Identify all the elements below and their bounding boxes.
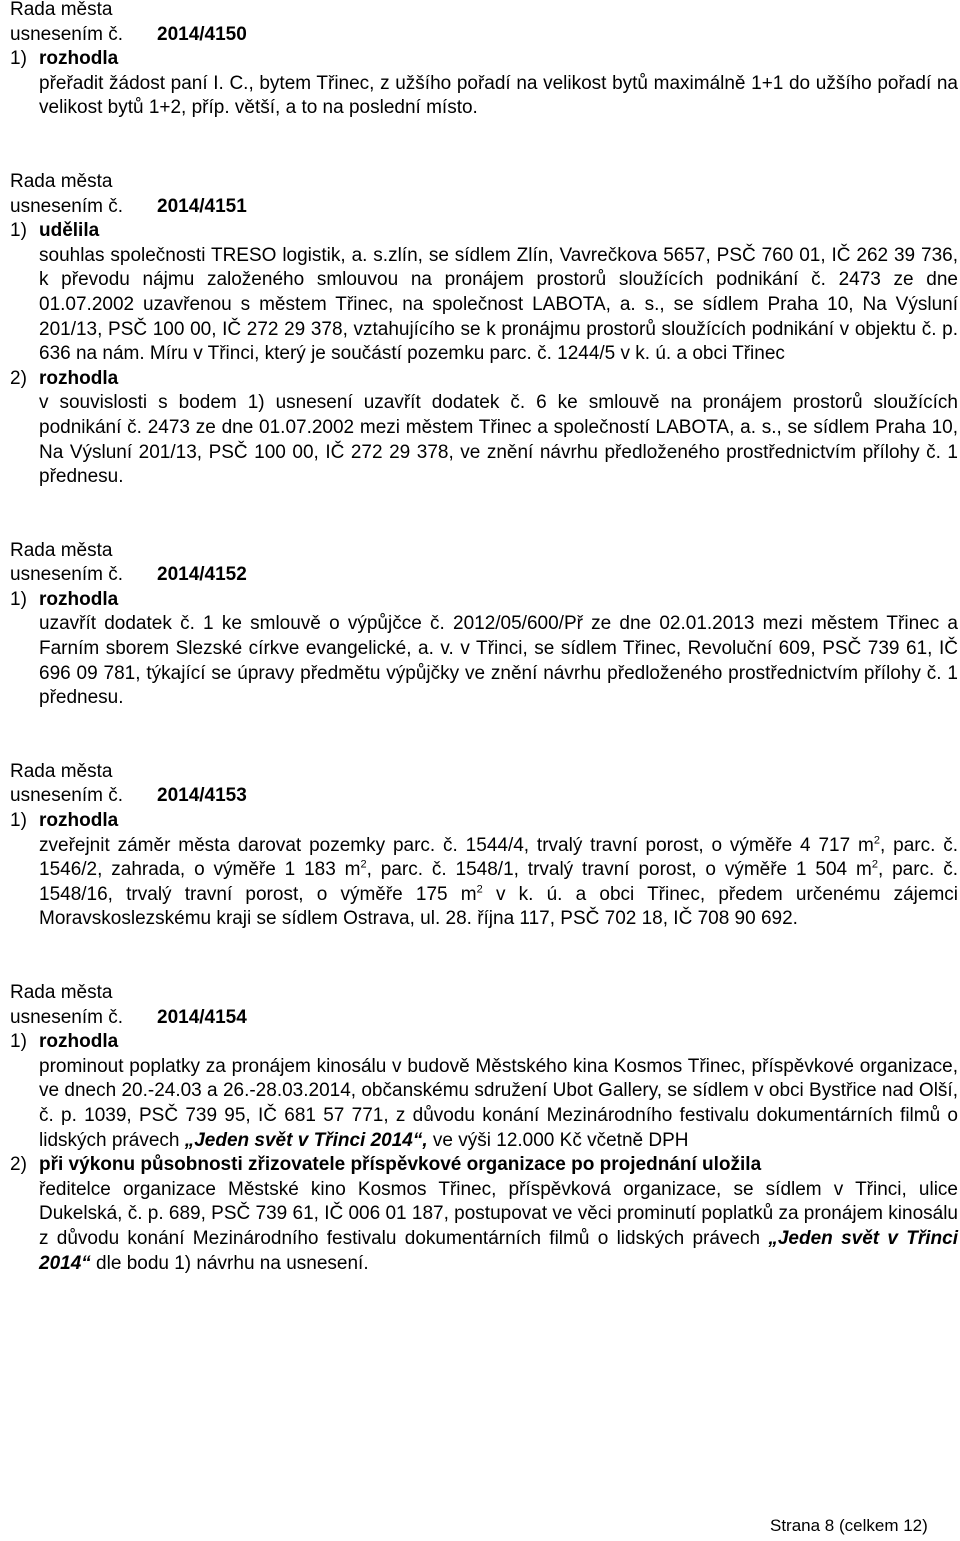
resolution-number: 2014/4152 bbox=[157, 564, 247, 586]
resolution-block bbox=[10, 539, 958, 711]
resolution-label: usnesením č. bbox=[10, 564, 123, 586]
decision-heading bbox=[10, 219, 958, 244]
decision-text: souhlas společnosti TRESO logistik, a. s.zlín, se sídlem Zlín, Vavrečkova 5657, PSČ 760 01, IČ 262 39 736, k převodu nájmu založeného smlouvou na pronájem prostorů sloužících podnikání č. 2473 ze dne 01.07.2002 uzavřenou s městem Třinec, na společnost LABOTA, a. s., se sídlem Praha 10, Na Výsluní 201/13, PSČ 100 00, IČ 272 29 378, vztahujícího se k pronájmu prostorů sloužících podnikání v objektu č. p. 636 na nám. Míru v Třinci, který je součástí pozemku parc. č. 1244/5 v k. ú. a obci Třinec bbox=[39, 244, 958, 365]
resolution-number: 2014/4153 bbox=[157, 785, 247, 807]
resolution-number-line bbox=[10, 195, 958, 220]
document-page bbox=[10, 0, 958, 1276]
resolution-number-line bbox=[10, 23, 958, 48]
decision-heading bbox=[10, 1153, 958, 1178]
resolution-label: usnesením č. bbox=[10, 195, 123, 217]
decision-text: prominout poplatky za pronájem kinosálu v budově Městského kina Kosmos Třinec, příspěvkové organizace, ve dnech 20.-24.03 a 26.-28.03.2014, občanskému sdružení Ubot Gallery, se sídlem v obci Bystřice nad Olší, č. p. 1039, PSČ 739 95, IČ 681 57 771, z důvodu konání Mezinárodního festivalu dokumentárních filmů o lidských právech „Jeden svět v Třinci 2014“, ve výši 12.000 Kč včetně DPH bbox=[39, 1055, 958, 1151]
council-heading: Rada města bbox=[10, 760, 113, 782]
decision-verb: rozhodla bbox=[39, 588, 119, 610]
resolution-number-line bbox=[10, 1006, 958, 1031]
decision-number: 1) bbox=[10, 220, 27, 242]
decision-number: 2) bbox=[10, 1154, 27, 1176]
decision-heading bbox=[10, 367, 958, 392]
resolution-number: 2014/4154 bbox=[157, 1006, 247, 1028]
resolution-block bbox=[10, 0, 958, 121]
decision-text: ředitelce organizace Městské kino Kosmos Třinec, příspěvková organizace, se sídlem v Třinci, ulice Dukelská, č. p. 689, PSČ 739 61, IČ 006 01 187, postupovat ve věci prominutí poplatků za pronájem kinosálu z důvodu konání Mezinárodního festivalu dokumentárních filmů o lidských právech „Jeden svět v Třinci 2014“ dle bodu 1) návrhu na usnesení. bbox=[39, 1178, 958, 1274]
decision-verb: rozhodla bbox=[39, 367, 119, 389]
decision-text: uzavřít dodatek č. 1 ke smlouvě o výpůjčce č. 2012/05/600/Př ze dne 02.01.2013 mezi městem Třinec a Farním sborem Slezské církve evangelické, a. v. v Třinci, se sídlem Třinec, Revoluční 609, PSČ 739 61, IČ 696 09 781, týkající se úpravy předmětu výpůjčky ve znění návrhu předloženého prostřednictvím přílohy č. 1 přednesu. bbox=[39, 613, 958, 709]
decision-number: 2) bbox=[10, 367, 27, 389]
resolution-number-line bbox=[10, 784, 958, 809]
decision-number: 1) bbox=[10, 810, 27, 832]
decision-heading bbox=[10, 47, 958, 72]
decision-heading bbox=[10, 588, 958, 613]
decision-heading bbox=[10, 809, 958, 834]
resolution-block bbox=[10, 170, 958, 490]
decision-heading bbox=[10, 1030, 958, 1055]
decision-number: 1) bbox=[10, 1031, 27, 1053]
resolution-number-line bbox=[10, 563, 958, 588]
page-footer: Strana 8 (celkem 12) bbox=[770, 1516, 928, 1535]
decision-verb: při výkonu působnosti zřizovatele příspěvkové organizace po projednání uložila bbox=[39, 1154, 762, 1176]
decision-verb: udělila bbox=[39, 220, 100, 242]
resolution-number: 2014/4150 bbox=[157, 23, 247, 45]
resolution-label: usnesením č. bbox=[10, 785, 123, 807]
resolution-block bbox=[10, 760, 958, 932]
decision-number: 1) bbox=[10, 588, 27, 610]
resolution-label: usnesením č. bbox=[10, 23, 123, 45]
council-heading: Rada města bbox=[10, 0, 113, 20]
resolution-number: 2014/4151 bbox=[157, 195, 247, 217]
resolution-label: usnesením č. bbox=[10, 1006, 123, 1028]
decision-text: přeřadit žádost paní I. C., bytem Třinec, z užšího pořadí na velikost bytů maximálně 1+1 do užšího pořadí na velikost bytů 1+2, příp. větší, a to na poslední místo. bbox=[39, 72, 958, 119]
decision-verb: rozhodla bbox=[39, 1031, 119, 1053]
decision-verb: rozhodla bbox=[39, 48, 119, 70]
council-heading: Rada města bbox=[10, 170, 113, 192]
resolution-block bbox=[10, 981, 958, 1276]
decision-text: zveřejnit záměr města darovat pozemky parc. č. 1544/4, trvalý travní porost, o výměře 4 717 $m^2$, parc. č. 1546/2, zahrada, o výměře 1 183 $m^2$, parc. č. 1548/1, trvalý travní porost, o výměře 1 504 $m^2$, parc. č. 1548/16, trvalý travní porost, o výměře 175 $m^2$ v k. ú. a obci Třinec, předem určenému zájemci Moravskoslezskému kraji se sídlem Ostrava, ul. 28. října 117, PSČ 702 18, IČ 708 90 692. bbox=[39, 834, 959, 930]
decision-number: 1) bbox=[10, 48, 27, 70]
decision-verb: rozhodla bbox=[39, 810, 119, 832]
council-heading: Rada města bbox=[10, 982, 113, 1003]
decision-text: v souvislosti s bodem 1) usnesení uzavřít dodatek č. 6 ke smlouvě na pronájem prostorů sloužících podnikání č. 2473 ze dne 01.07.2002 mezi městem Třinec a společností LABOTA, a. s., se sídlem Praha 10, Na Výsluní 201/13, PSČ 100 00, IČ 272 29 378, ve znění návrhu předloženého prostřednictvím přílohy č. 1 přednesu. bbox=[39, 392, 958, 488]
council-heading: Rada města bbox=[10, 539, 113, 561]
